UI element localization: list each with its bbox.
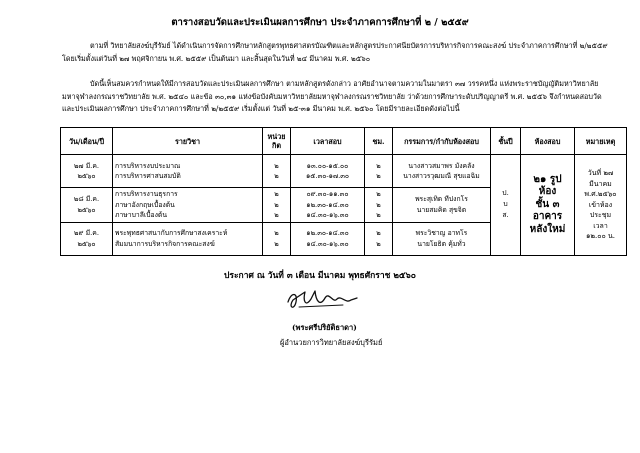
row-hours: ๒ ๒ <box>365 155 393 188</box>
signer-name: (พระศรีปริยัติธาดา) <box>292 323 357 332</box>
announcement-date: ประกาศ ณ วันที่ ๓ เดือน มีนาคม พุทธศักราช ๒๕๖๐ <box>224 271 416 281</box>
header-room: ห้องสอบ <box>521 128 575 155</box>
header-time: เวลาสอบ <box>291 128 365 155</box>
header-subject: รายวิชา <box>113 128 263 155</box>
header-credits: หน่วย กิต <box>263 128 291 155</box>
intro-line-1: ตามที่ วิทยาลัยสงฆ์บุรีรัมย์ ได้ดำเนินการจัดการศึกษาหลักสูตรพุทธศาสตรบัณฑิตและหลักสูตรประกาศนียบัตรการบริหารกิจการคณะสงฆ์ ประจำภาคการศึกษาที่ ๒/๒๕๕๙ <box>90 41 608 50</box>
header-hours: ชม. <box>365 128 393 155</box>
row-date: ๒๙ มี.ค. ๒๕๖๐ <box>61 222 113 255</box>
row-credits: ๒ ๒ ๒ <box>263 188 291 223</box>
header-level: ชั้นปี <box>491 128 521 155</box>
intro-line-2: โดยเริ่มตั้งแต่วันที่ ๒๗ พฤศจิกายน พ.ศ. ๒๕๕๙ เป็นต้นมา และสิ้นสุดในวันที่ ๒๔ มีนาคม พ.ศ. ๒๕๖๐ <box>62 53 371 63</box>
row-subjects: พระพุทธศาสนากับการศึกษาสงเคราะห์ สัมมนาการบริหารกิจการคณะสงฆ์ <box>113 222 263 255</box>
row-proctors: นางสาวสมาพร มังคลัง นางสาวรวุฒมณี สุขแอฉิม <box>393 155 491 188</box>
header-proctors: กรรมการ/กำกับห้องสอบ <box>393 128 491 155</box>
level-cell: ป. บ ส. <box>491 155 521 256</box>
row-times: ๑๓.๐๐-๑๕.๐๐ ๑๕.๓๐-๑๗.๓๐ <box>291 155 365 188</box>
table-row <box>61 155 627 188</box>
table-header-row <box>61 128 627 155</box>
detail-paragraph <box>62 78 622 116</box>
row-proctors: พระสุเทิด ทีปงกโร นายสมคิด สุขจิต <box>393 188 491 223</box>
handwritten-signature <box>285 287 361 317</box>
page-title: ตารางสอบวัดและประเมินผลการศึกษา ประจำภาคการศึกษาที่ ๒ / ๒๕๕๙ <box>171 17 469 28</box>
row-times: ๐๙.๓๐-๑๑.๓๐ ๑๒.๓๐-๑๔.๓๐ ๑๔.๓๐-๑๖.๓๐ <box>291 188 365 223</box>
row-credits: ๒ ๒ <box>263 222 291 255</box>
detail-line-1: บัดนี้เห็นสมควรกำหนดให้มีการสอบวัดและประเมินผลการศึกษา ตามหลักสูตรดังกล่าว อาศัยอำนาจตามความในมาตรา ๓๗ วรรคหนึ่ง แห่งพระราชบัญญัติมหาวิทยาลัย <box>90 79 599 88</box>
row-proctors: พระวิชาญ อาทโร นายโยธิต คุ้มทั่ว <box>393 222 491 255</box>
room-cell: ๒๑ รูป ห้อง ชั้น ๓ อาคาร หลังใหม่ <box>521 155 575 256</box>
detail-line-3: และประเมินผลการศึกษา ประจำภาคการศึกษาที่ ๒/๒๕๕๙ เริ่มตั้งแต่ วันที่ ๒๕-๓๑ มีนาคม พ.ศ. ๒๕๖๐ โดยมีรายละเอียดดังต่อไปนี้ <box>62 104 460 113</box>
signature-graphic <box>285 287 361 313</box>
row-date: ๒๘ มี.ค. ๒๕๖๐ <box>61 188 113 223</box>
row-times: ๑๒.๓๐-๑๔.๓๐ ๑๔.๓๐-๑๖.๓๐ <box>291 222 365 255</box>
signer-position: ผู้อำนวยการวิทยาลัยสงฆ์บุรีรัมย์ <box>280 338 383 347</box>
exam-schedule-table <box>60 127 627 256</box>
row-date: ๒๗ มี.ค. ๒๕๖๐ <box>61 155 113 188</box>
row-subjects: การบริหารงบประมาณ การบริหารศาสนสมบัติ <box>113 155 263 188</box>
intro-paragraph <box>62 40 622 65</box>
note-cell: วันที่ ๒๗ มีนาคม พ.ศ.๒๕๖๐ เข้าห้อง ประชุม เวลา ๑๒.๐๐ น. <box>575 155 627 256</box>
row-hours: ๒ ๒ ๒ <box>365 188 393 223</box>
header-date: วัน/เดือน/ปี <box>61 128 113 155</box>
row-hours: ๒ ๒ <box>365 222 393 255</box>
header-note: หมายเหตุ <box>575 128 627 155</box>
detail-line-2: มหาจุฬาลงกรณราชวิทยาลัย พ.ศ. ๒๕๔๐ และข้อ ๓๐,๓๑ แห่งข้อบังคับมหาวิทยาลัยมหาจุฬาลงกรณราชวิทยาลัย ว่าด้วยการศึกษาระดับปริญญาตรี พ.ศ. ๒๕๕๖ จึงกำหนดสอบวัด <box>62 91 602 101</box>
row-credits: ๒ ๒ <box>263 155 291 188</box>
row-subjects: การบริหารงานธุรการ ภาษาอังกฤษเบื้องต้น ภาษาบาลีเบื้องต้น <box>113 188 263 223</box>
